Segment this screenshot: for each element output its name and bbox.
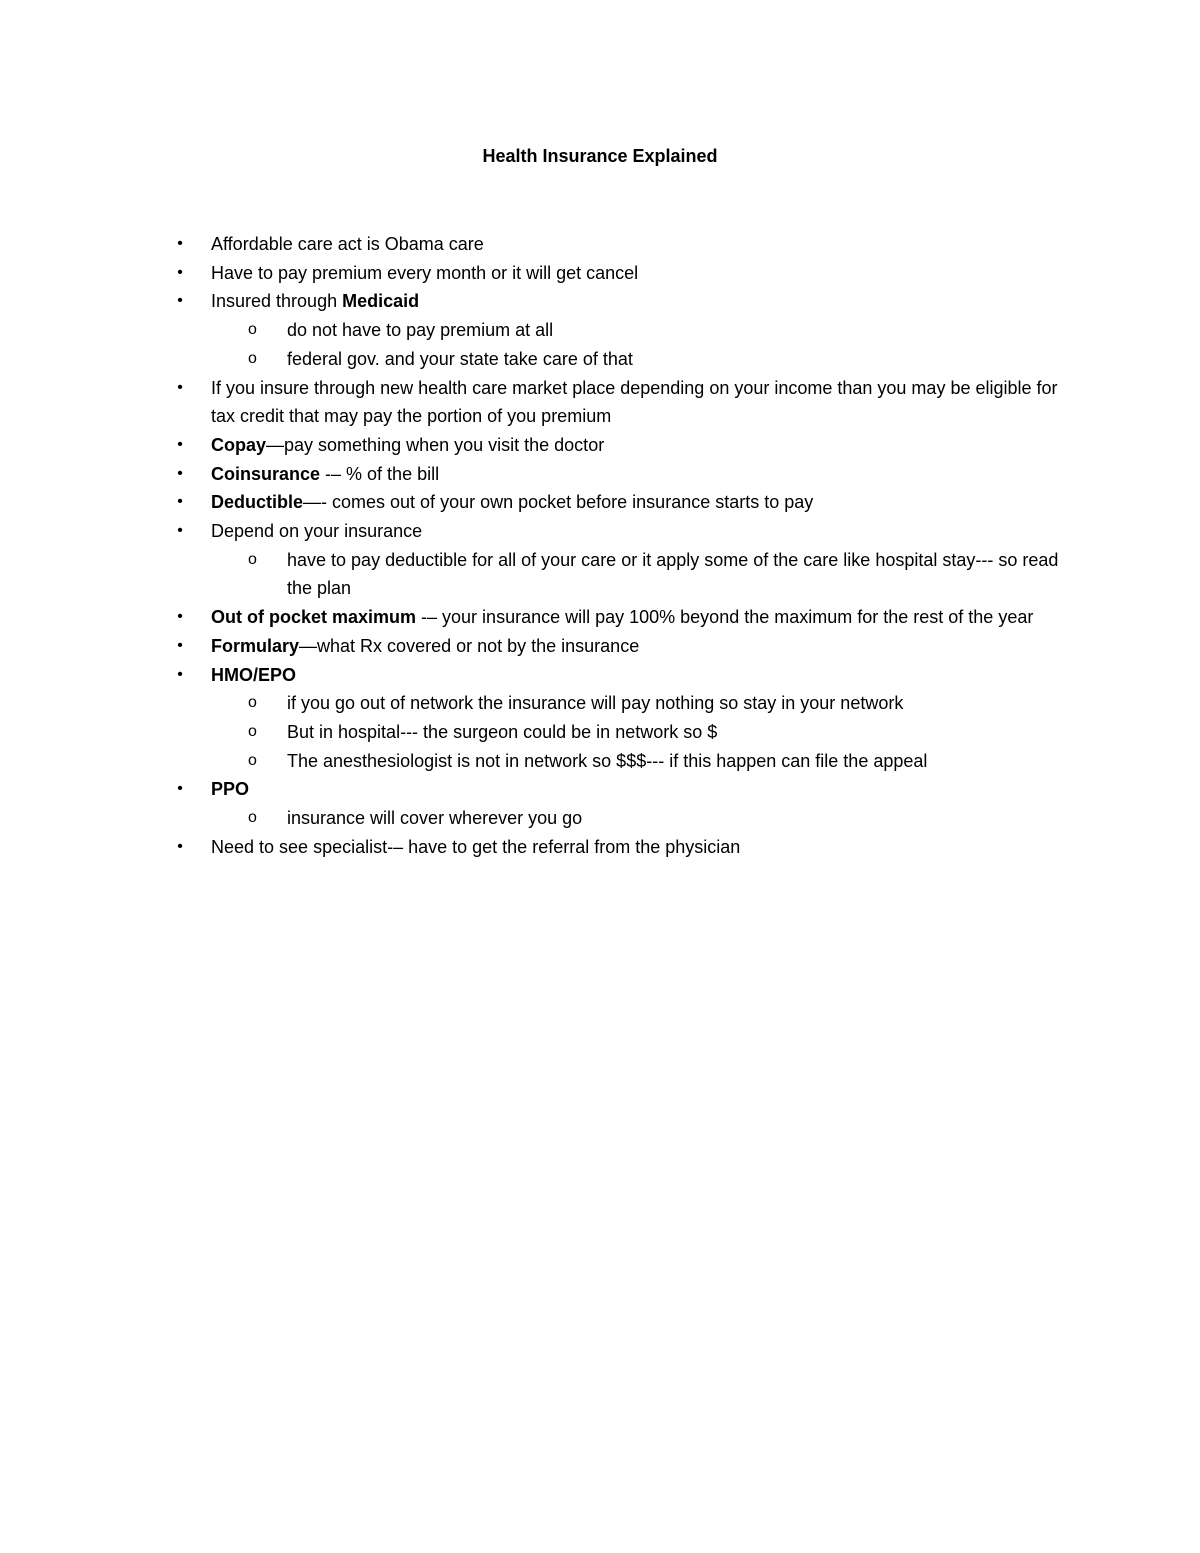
item-term: PPO xyxy=(211,779,250,800)
list-item xyxy=(0,287,1200,316)
sub-list-item xyxy=(0,316,1200,345)
bullet-icon: • xyxy=(177,464,183,482)
list-item xyxy=(0,374,1200,431)
bullet-icon: • xyxy=(177,263,183,281)
item-text: —- comes out of your own pocket before insurance starts to pay xyxy=(303,492,814,513)
item-term: Out of pocket maximum xyxy=(211,607,417,628)
bullet-icon: • xyxy=(177,636,183,654)
sub-item-text: if you go out of network the insurance will pay nothing so stay in your network xyxy=(287,693,904,714)
item-text: -– % of the bill xyxy=(320,463,440,484)
item-text: -– your insurance will pay 100% beyond the maximum for the rest of the year xyxy=(416,607,1034,628)
item-term: Coinsurance xyxy=(211,463,321,484)
sub-item-text: do not have to pay premium at all xyxy=(287,320,554,341)
list-item xyxy=(0,230,1200,259)
sub-bullet-icon: o xyxy=(248,809,257,827)
list-item xyxy=(0,431,1200,460)
sub-item-text: The anesthesiologist is not in network so $$$--- if this happen can file the appeal xyxy=(287,750,928,771)
item-term: Formulary xyxy=(211,635,300,656)
bullet-icon: • xyxy=(177,292,183,310)
page-title: Health Insurance Explained xyxy=(482,146,718,166)
sub-bullet-icon: o xyxy=(248,349,257,367)
bullet-icon: • xyxy=(177,608,183,626)
sub-item-text: But in hospital--- the surgeon could be in network so $ xyxy=(287,721,718,742)
item-text: —pay something when you visit the doctor xyxy=(266,434,605,455)
item-term: HMO/EPO xyxy=(211,664,297,685)
list-item xyxy=(0,603,1200,632)
list-item xyxy=(0,259,1200,288)
item-text: Have to pay premium every month or it will get cancel xyxy=(211,262,639,283)
list-item xyxy=(0,661,1200,690)
bullet-icon: • xyxy=(177,837,183,855)
item-term: Copay xyxy=(211,434,267,455)
item-text: Need to see specialist-– have to get the referral from the physician xyxy=(211,836,741,857)
bullet-icon: • xyxy=(177,665,183,683)
item-text: Depend on your insurance xyxy=(211,521,423,542)
bullet-icon: • xyxy=(177,435,183,453)
bullet-icon: • xyxy=(177,493,183,511)
sub-bullet-icon: o xyxy=(248,550,257,568)
list-item xyxy=(0,517,1200,546)
list-item xyxy=(0,632,1200,661)
list-item xyxy=(0,460,1200,489)
sub-list-item xyxy=(0,804,1200,833)
item-text: —what Rx covered or not by the insurance xyxy=(299,635,640,656)
sub-list-item xyxy=(0,718,1200,747)
bullet-list xyxy=(0,230,1200,861)
sub-bullet-icon: o xyxy=(248,722,257,740)
sub-list-item xyxy=(0,689,1200,718)
sub-bullet-icon: o xyxy=(248,751,257,769)
item-prefix: Insured through xyxy=(211,291,343,312)
sub-list-item xyxy=(0,546,1200,603)
bullet-icon: • xyxy=(177,235,183,252)
item-text: If you insure through new health care market place depending on your income than you may be eligible for tax credit that may pay the portion of you premium xyxy=(211,377,1058,427)
sub-list-item xyxy=(0,747,1200,776)
sub-bullet-icon: o xyxy=(248,694,257,712)
item-term: Medicaid xyxy=(342,291,420,312)
list-item xyxy=(0,775,1200,804)
sub-item-text: have to pay deductible for all of your care or it apply some of the care like hospital stay--- so read the plan xyxy=(287,549,1059,599)
sub-item-text: insurance will cover wherever you go xyxy=(287,808,583,829)
bullet-icon: • xyxy=(177,378,183,396)
list-item xyxy=(0,488,1200,517)
item-term: Deductible xyxy=(211,492,304,513)
bullet-icon: • xyxy=(177,522,183,540)
sub-bullet-icon: o xyxy=(248,321,257,339)
list-item xyxy=(0,833,1200,862)
bullet-icon: • xyxy=(177,780,183,798)
sub-list-item xyxy=(0,345,1200,374)
sub-item-text: federal gov. and your state take care of that xyxy=(287,348,633,369)
item-text: Affordable care act is Obama care xyxy=(211,234,484,254)
